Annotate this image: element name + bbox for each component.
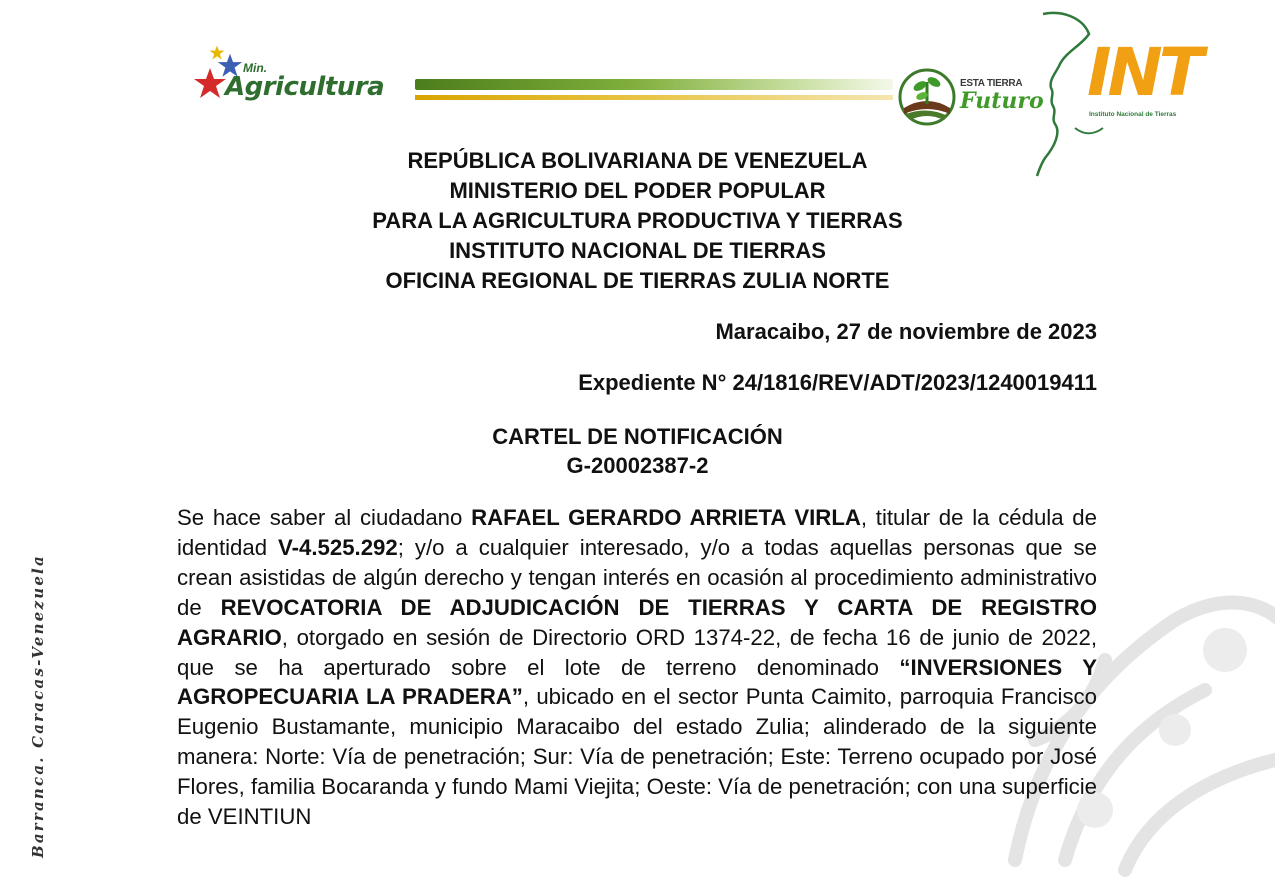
institution-header xyxy=(240,146,1035,296)
agricultura-label: Agricultura xyxy=(225,72,385,102)
header-line-3: PARA LA AGRICULTURA PRODUCTIVA Y TIERRAS xyxy=(372,208,903,233)
body-text-1: Se hace saber al ciudadano xyxy=(177,505,472,530)
body-text-5: , ubicado en el sector Punta Caimito, parroquia Francisco Eugenio Bustamante, municipio Maracaibo del estado Zulia; alinderado de la siguiente manera: Norte: Vía de penetración; Sur: Vía de penetración; Este: Terreno ocupado por José Flores, familia Bocaranda y fundo Mami Viejita; Oeste: Vía de penetración; con una superficie de VEINTIUN xyxy=(177,684,1097,830)
plant-emblem-icon xyxy=(898,64,956,130)
esta-tierra-label: ESTA TIERRA xyxy=(960,78,1023,89)
header-line-1: REPÚBLICA BOLIVARIANA DE VENEZUELA xyxy=(407,148,868,173)
int-subtitle: Instituto Nacional de Tierras xyxy=(1089,111,1177,118)
date-line: Maracaibo, 27 de noviembre de 2023 xyxy=(715,319,1097,344)
expediente-line: Expediente N° 24/1816/REV/ADT/2023/1240019411 xyxy=(578,370,1097,395)
min-label: Min. xyxy=(243,61,267,75)
int-acronym: INT xyxy=(1087,34,1200,111)
notice-code: G-20002387-2 xyxy=(566,453,709,478)
header-green-bar xyxy=(415,79,893,90)
sidebar-address-text: Barranca. Caracas-Venezuela xyxy=(29,554,47,858)
yellow-star-icon xyxy=(209,45,225,61)
header-line-2: MINISTERIO DEL PODER POPULAR xyxy=(449,178,826,203)
header-line-5: OFICINA REGIONAL DE TIERRAS ZULIA NORTE xyxy=(385,268,890,293)
header-yellow-bar xyxy=(415,95,893,100)
body-text-4: , otorgado en sesión de Directorio ORD 1374-22, de fecha 16 de junio de 2022, que se ha aperturado sobre el lote de terreno denominado xyxy=(177,624,1097,680)
notice-title: CARTEL DE NOTIFICACIÓN xyxy=(492,424,783,449)
citizen-name: RAFAEL GERARDO ARRIETA VIRLA xyxy=(471,505,861,530)
notice-title-block xyxy=(380,422,895,480)
notice-body-paragraph xyxy=(177,503,1097,832)
id-number: V-4.525.292 xyxy=(278,534,398,560)
int-logo xyxy=(1035,8,1230,180)
min-agricultura-logo xyxy=(193,45,408,110)
header-line-4: INSTITUTO NACIONAL DE TIERRAS xyxy=(449,238,826,263)
procedure-name: REVOCATORIA DE ADJUDICACIÓN DE TIERRAS Y CARTA DE REGISTRO AGRARIO xyxy=(177,594,1098,650)
futuro-label: Futuro xyxy=(960,88,1044,114)
esta-tierra-logo xyxy=(898,64,1044,130)
body-text-2: , titular de la cédula de identidad xyxy=(177,505,1097,560)
body-text-3: ; y/o a cualquier interesado, y/o a todas aquellas personas que se crean asistidas de algún derecho y tengan interés en ocasión al procedimiento administrativo de xyxy=(177,534,1097,620)
property-name: “INVERSIONES Y AGROPECUARIA LA PRADERA” xyxy=(177,654,1097,710)
